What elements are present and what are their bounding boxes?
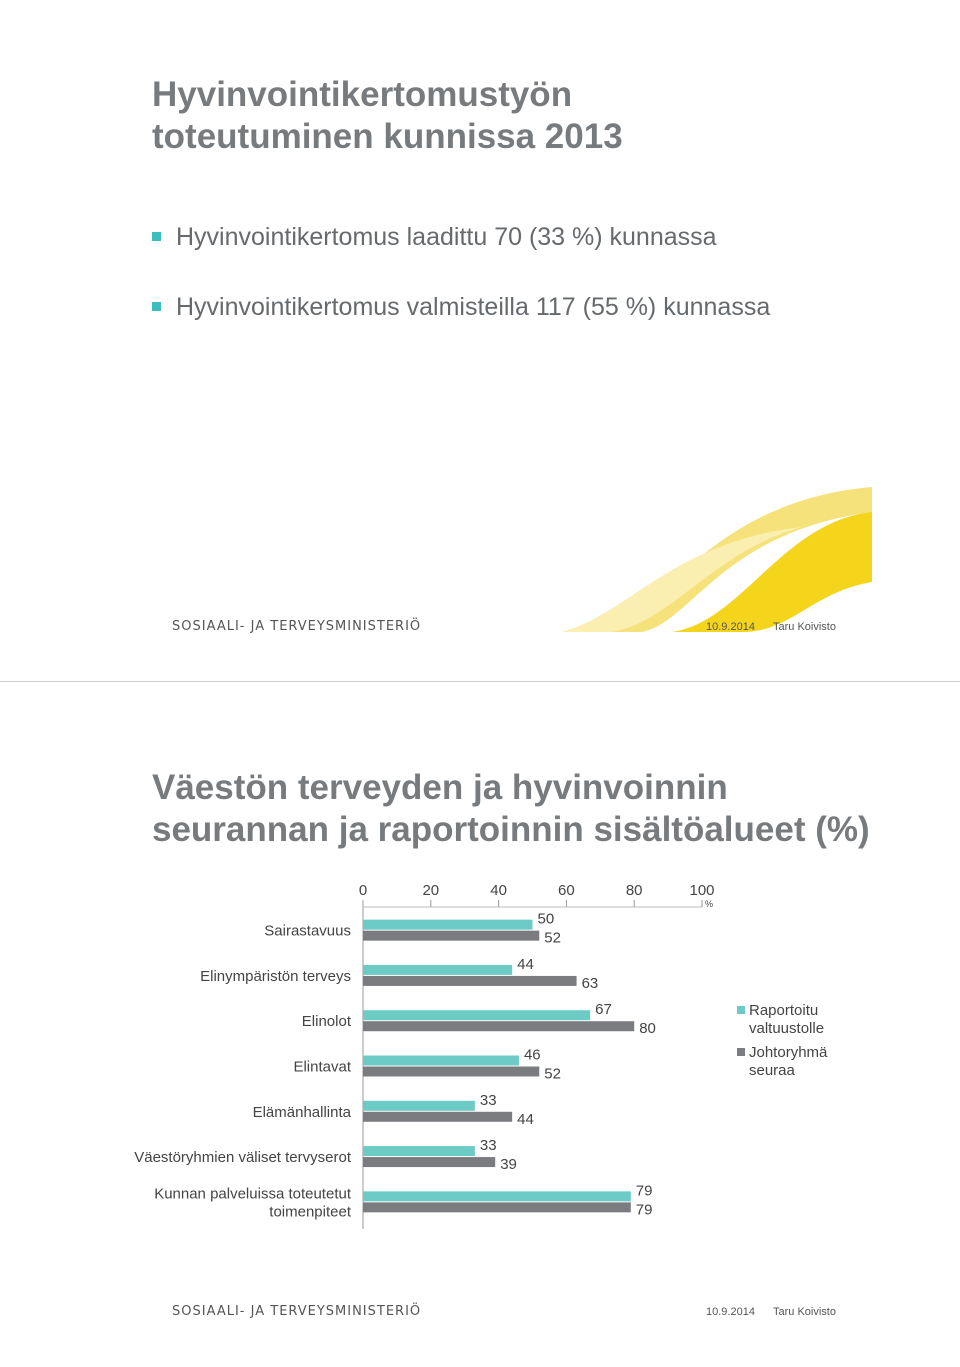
bullet-square-icon <box>152 302 161 311</box>
bar-raportoitu <box>363 1010 590 1020</box>
bar-chart <box>0 685 960 1345</box>
category-label: toimenpiteet <box>269 1203 351 1221</box>
bar-raportoitu <box>363 1146 475 1156</box>
legend-label: seuraa <box>749 1062 795 1079</box>
bar-johtoryhma <box>363 1067 539 1077</box>
data-label: 50 <box>537 910 555 928</box>
data-label: 33 <box>479 1137 497 1155</box>
slide-1-title-line-2: toteutuminen kunnissa 2013 <box>152 117 623 156</box>
x-tick-label: 20 <box>422 882 440 899</box>
ministry-logo: SOSIAALI- JA TERVEYSMINISTERIÖ <box>172 619 422 634</box>
x-tick-label: 40 <box>490 882 507 899</box>
data-label: 39 <box>500 1156 517 1174</box>
bullet-text: Hyvinvointikertomus laadittu 70 (33 %) kunnassa <box>176 223 717 251</box>
slide-2 <box>0 685 960 1345</box>
footer-author: Taru Koivisto <box>773 1306 836 1318</box>
slide-divider <box>0 681 960 682</box>
bullet-item <box>152 288 770 358</box>
bar-johtoryhma <box>363 1157 495 1167</box>
slide-1-title <box>152 74 623 158</box>
data-label: 44 <box>517 955 534 973</box>
bullet-item <box>152 218 770 288</box>
category-label: Elinolot <box>301 1013 351 1031</box>
slide-2-footer <box>172 1304 836 1322</box>
data-label: 52 <box>544 929 561 947</box>
legend-swatch <box>737 1048 745 1056</box>
yellow-swoosh-decoration-icon <box>552 472 872 632</box>
slide-2-title-line-1: Väestön terveyden ja hyvinvoinnin <box>152 768 728 807</box>
bar-johtoryhma <box>363 931 539 941</box>
footer-date: 10.9.2014 <box>706 621 755 633</box>
category-label: Väestöryhmien väliset tervyserot <box>134 1149 351 1167</box>
bar-johtoryhma <box>363 1112 512 1122</box>
slide-1-title-line-1: Hyvinvointikertomustyön <box>152 75 573 114</box>
bar-johtoryhma <box>363 976 577 986</box>
legend-swatch <box>737 1006 745 1014</box>
bar-johtoryhma <box>363 1021 634 1031</box>
legend-label: Raportoitu <box>749 1002 819 1019</box>
bar-raportoitu <box>363 1101 475 1111</box>
x-tick-label: 100 <box>689 882 715 899</box>
bullet-list <box>152 218 770 358</box>
bar-raportoitu <box>363 1191 631 1201</box>
category-label: Sairastavuus <box>264 922 351 940</box>
data-label: 46 <box>523 1046 541 1064</box>
ministry-logo: SOSIAALI- JA TERVEYSMINISTERIÖ <box>172 1304 422 1319</box>
footer-author: Taru Koivisto <box>773 621 836 633</box>
slide-1 <box>0 0 960 660</box>
data-label: 33 <box>479 1091 497 1109</box>
data-label: 44 <box>517 1110 534 1128</box>
bar-johtoryhma <box>363 1202 631 1212</box>
slide-1-footer <box>172 619 836 637</box>
category-label: Elämänhallinta <box>252 1103 351 1121</box>
bar-raportoitu <box>363 920 533 930</box>
x-tick-label: 60 <box>558 882 575 899</box>
slide-2-title-line-2: seurannan ja raportoinnin sisältöalueet (%) <box>152 810 870 849</box>
data-label: 52 <box>544 1065 561 1083</box>
bullet-square-icon <box>152 232 161 241</box>
legend-label: valtuustolle <box>749 1020 825 1037</box>
x-axis-unit-label: % <box>704 899 714 909</box>
x-tick-label: 0 <box>358 882 368 899</box>
x-tick-label: 80 <box>625 882 643 899</box>
legend-label: Johtoryhmä <box>749 1044 828 1061</box>
bullet-text: Hyvinvointikertomus valmisteilla 117 (55 %) kunnassa <box>176 293 771 321</box>
bar-raportoitu <box>363 1056 519 1066</box>
data-label: 67 <box>595 1001 612 1019</box>
data-label: 63 <box>581 974 599 992</box>
bar-raportoitu <box>363 965 512 975</box>
category-label: Kunnan palveluissa toteutetut <box>154 1185 351 1203</box>
footer-date: 10.9.2014 <box>706 1306 755 1318</box>
category-label: Elinympäristön terveys <box>200 967 351 985</box>
data-label: 79 <box>635 1182 653 1200</box>
data-label: 79 <box>635 1201 653 1219</box>
data-label: 80 <box>639 1020 656 1038</box>
category-label: Elintavat <box>293 1058 351 1076</box>
